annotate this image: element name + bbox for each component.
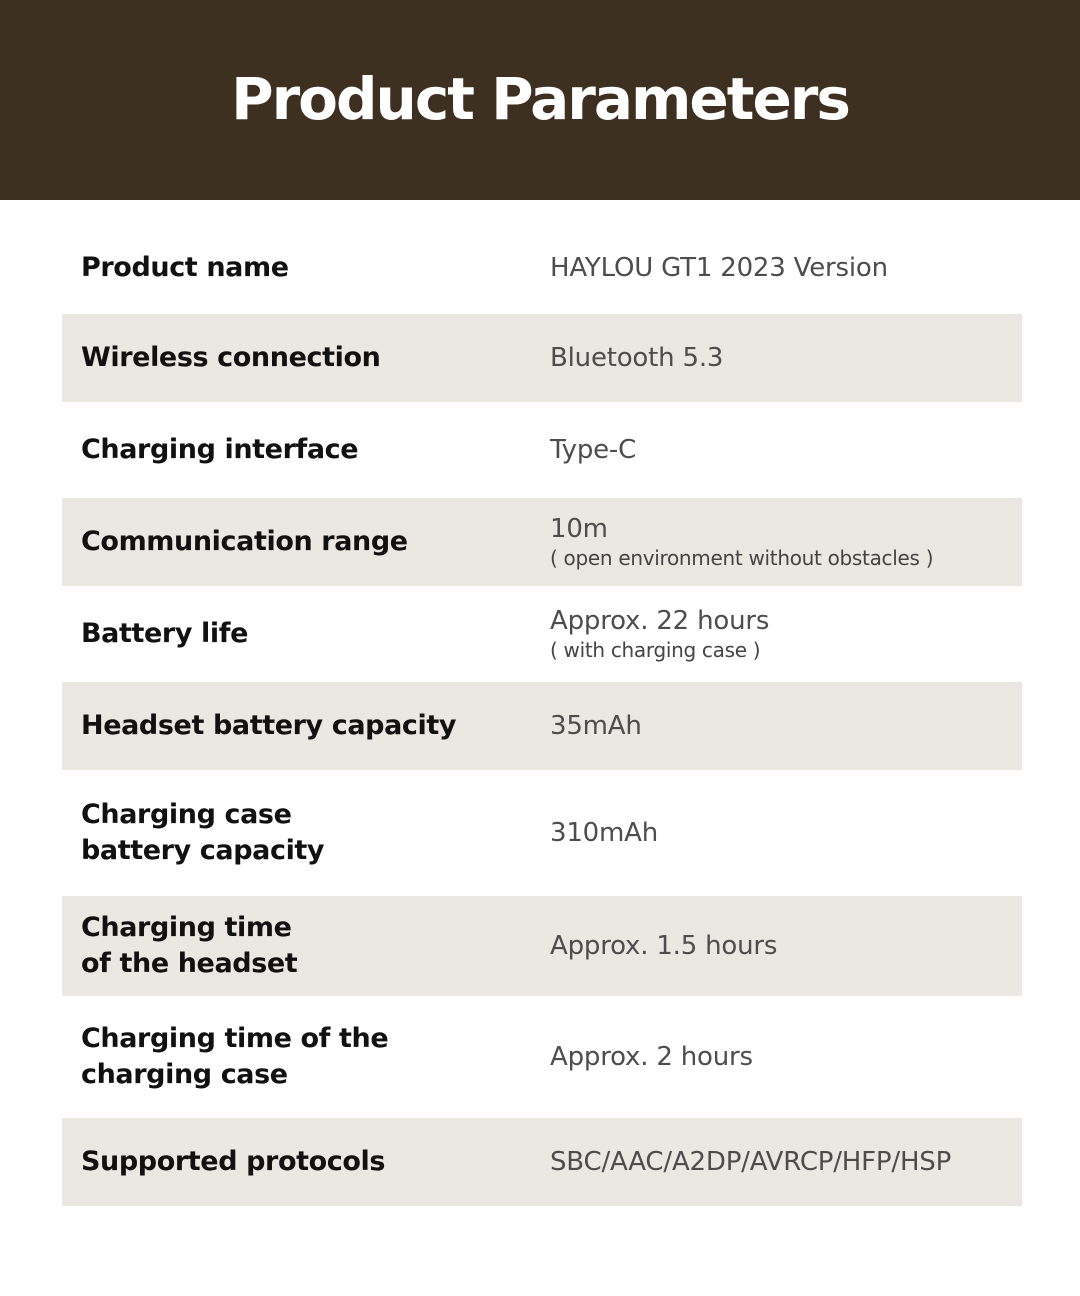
row-label: Charging time of the headset	[81, 912, 298, 979]
row-value	[550, 252, 1010, 284]
table-row-case-charging-time	[62, 996, 1022, 1118]
row-label: Charging interface	[81, 434, 359, 465]
row-value-main: Approx. 22 hours	[550, 606, 770, 636]
row-value	[550, 930, 1010, 962]
row-value-main: 10m	[550, 514, 608, 544]
row-value	[550, 710, 1010, 742]
row-value-main: Type-C	[550, 435, 637, 465]
row-value-main: HAYLOU GT1 2023 Version	[550, 253, 888, 283]
row-label: Communication range	[81, 526, 408, 557]
page-title: Product Parameters	[231, 65, 849, 133]
row-value-note: ( with charging case )	[550, 638, 761, 662]
row-value-main: Bluetooth 5.3	[550, 343, 724, 373]
table-row-headset-battery-capacity	[62, 682, 1022, 770]
table-row-charging-case-battery-capacity	[62, 770, 1022, 896]
row-value	[550, 605, 1010, 663]
table-row-product-name	[62, 222, 1022, 314]
row-label: Wireless connection	[81, 342, 381, 373]
table-row-battery-life	[62, 586, 1022, 682]
table-row-wireless-connection	[62, 314, 1022, 402]
row-value	[550, 434, 1010, 466]
row-value	[550, 817, 1010, 849]
row-value	[550, 1146, 1010, 1178]
row-value-main: 310mAh	[550, 818, 659, 848]
table-row-headset-charging-time	[62, 896, 1022, 996]
row-value-note: ( open environment without obstacles )	[550, 546, 934, 570]
row-label: Headset battery capacity	[81, 710, 457, 741]
header-banner	[0, 0, 1080, 200]
table-row-charging-interface	[62, 402, 1022, 498]
row-value-main: Approx. 1.5 hours	[550, 931, 778, 961]
table-row-communication-range	[62, 498, 1022, 586]
row-value	[550, 1041, 1010, 1073]
row-label: Charging case battery capacity	[81, 799, 325, 866]
row-label: Charging time of the charging case	[81, 1023, 389, 1090]
row-value	[550, 342, 1010, 374]
row-value-main: 35mAh	[550, 711, 642, 741]
row-value-main: SBC/AAC/A2DP/AVRCP/HFP/HSP	[550, 1147, 952, 1177]
row-value	[550, 513, 1010, 571]
row-label: Battery life	[81, 618, 249, 649]
row-value-main: Approx. 2 hours	[550, 1042, 753, 1072]
row-label: Product name	[81, 252, 289, 283]
row-label: Supported protocols	[81, 1146, 386, 1177]
table-row-supported-protocols	[62, 1118, 1022, 1206]
